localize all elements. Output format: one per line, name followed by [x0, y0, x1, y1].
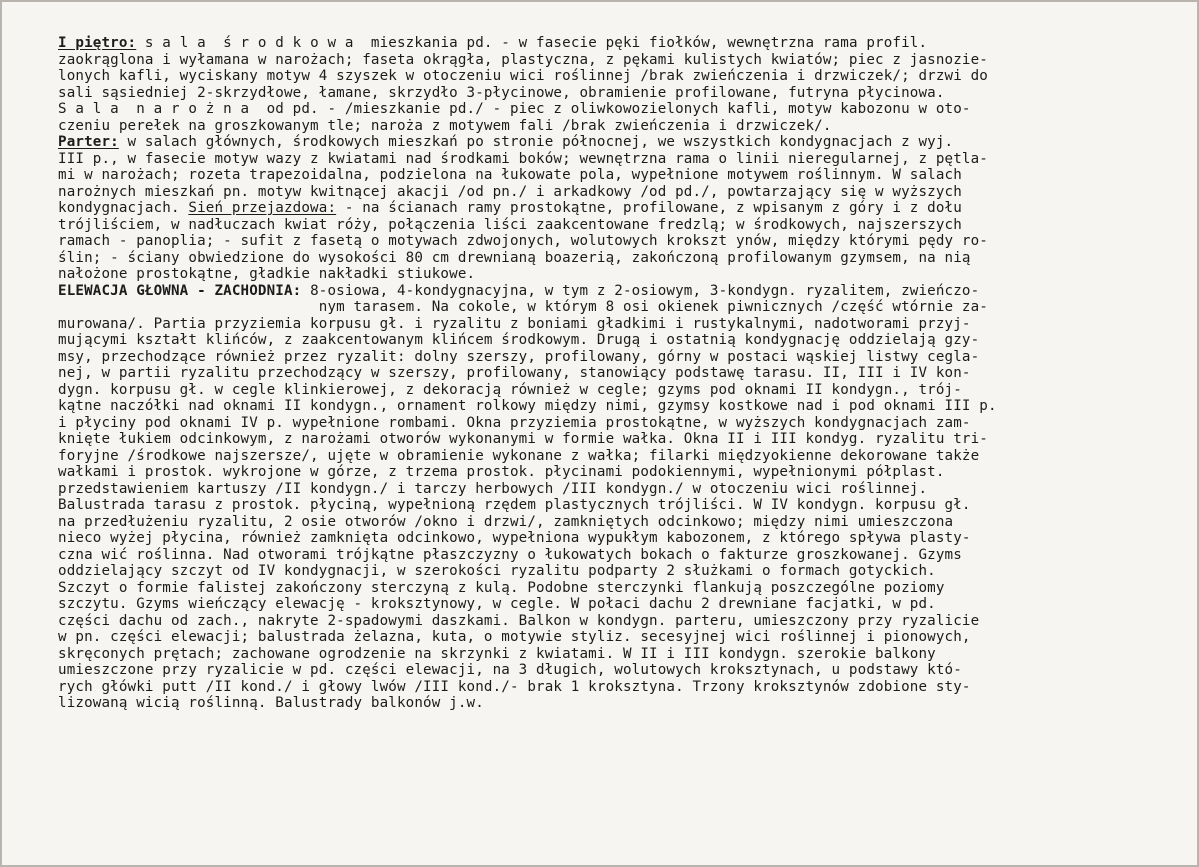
text-line — [58, 134, 1168, 151]
text-segment: przedstawieniem kartuszy /II kondygn./ i tarczy herbowych /III kondygn./ w otoczeniu wici roślinnej. — [58, 480, 928, 497]
text-line — [58, 233, 1168, 250]
text-line — [58, 695, 1168, 712]
text-line — [58, 464, 1168, 481]
text-segment: zaokrąglona i wyłamana w narożach; faseta okrągła, plastyczna, z pękami kulistych kwiatów; piec z jasnozie- — [58, 51, 989, 68]
text-line — [58, 349, 1168, 366]
text-segment: murowana/. Partia przyziemia korpusu gł. i ryzalitu z boniami gładkimi i rustykalnymi, nadotworami przyj- — [58, 315, 971, 332]
text-segment: wałkami i prostok. wykrojone w górze, z trzema prostok. płycinami podokiennymi, wypełnionymi półplast. — [58, 464, 945, 480]
text-segment: dygn. korpusu gł. w cegle klinkierowej, z dekoracją również w cegle; gzyms pod oknami II kondygn., trój- — [58, 381, 962, 398]
text-segment: trójliściem, w nadłuczach kwiat róży, połączenia liści zaakcentowane fredzlą; w środkowych, najszerszych — [58, 216, 962, 233]
text-segment: czna wić roślinna. Nad otworami trójkątne płaszczyzny o łukowatych bokach o fakturze groszkowanej. Gzyms — [58, 546, 962, 563]
text-segment: czeniu perełek na groszkowanym tle; naroża z motywem fali /brak zwieńczenia i drzwiczek/. — [58, 117, 832, 134]
text-line — [58, 646, 1168, 663]
text-line — [58, 68, 1168, 85]
text-line — [58, 299, 1168, 316]
text-segment: sali sąsiedniej 2-skrzydłowe, łamane, skrzydło 3-płycinowe, obramienie profilowane, futryna płycinowa. — [58, 84, 945, 101]
text-line — [58, 316, 1168, 333]
section-heading: Sień przejazdowa: — [188, 200, 337, 216]
text-line — [58, 217, 1168, 234]
text-line — [58, 580, 1168, 597]
text-segment: lizowaną wicią roślinną. Balustrady balkonów j.w. — [58, 695, 484, 711]
text-segment: części dachu od zach., nakryte 2-spadowymi daszkami. Balkon w kondygn. parteru, umieszczony przy ryzalicie — [58, 612, 980, 629]
text-line — [58, 52, 1168, 69]
text-line — [58, 497, 1168, 514]
text-segment: s a l a ś r o d k o w a mieszkania pd. - w fasecie pęki fiołków, wewnętrzna rama profil. — [136, 35, 928, 51]
text-line — [58, 662, 1168, 679]
text-segment: mi w narożach; rozeta trapezoidalna, podzielona na łukowate pola, wypełnione motywem roślinnym. W salach — [58, 167, 962, 183]
text-line — [58, 563, 1168, 580]
text-line — [58, 514, 1168, 531]
text-segment: msy, przechodzące również przez ryzalit: dolny szerszy, profilowany, górny w postaci wąskiej listwy cegla- — [58, 348, 980, 365]
text-segment: S a l a n a r o ż n a od pd. - /mieszkanie pd./ - piec z oliwkowozielonych kafli, motyw kabozonu w oto- — [58, 101, 971, 117]
text-line — [58, 184, 1168, 201]
text-line — [58, 167, 1168, 184]
text-segment: na przedłużeniu ryzalitu, 2 osie otworów /okno i drzwi/, zamkniętych odcinkowo; między nimi umieszczona — [58, 513, 954, 530]
typed-text-body — [58, 35, 1168, 712]
text-line — [58, 596, 1168, 613]
section-heading: Parter: — [58, 134, 119, 150]
text-segment: - na ścianach ramy prostokątne, profilowane, z wpisanym z góry i z dołu — [336, 200, 962, 216]
text-line — [58, 200, 1168, 217]
text-segment: ELEWACJA GŁOWNA - ZACHODNIA: — [58, 282, 302, 299]
text-segment: w pn. części elewacji; balustrada żelazna, kuta, o motywie styliz. secesyjnej wici roślinnej i pionowych, — [58, 629, 971, 645]
text-line — [58, 365, 1168, 382]
text-line — [58, 613, 1168, 630]
text-segment: knięte łukiem odcinkowym, z narożami otworów wykonanymi w formie wałka. Okna II i III kondyg. ryzalitu tri- — [58, 431, 989, 447]
text-line — [58, 35, 1168, 52]
text-segment: nałożone prostokątne, gładkie nakładki stiukowe. — [58, 266, 476, 282]
text-line — [58, 151, 1168, 168]
text-segment: Balustrada tarasu z prostok. płyciną, wypełnioną rzędem plastycznych trójliści. W IV kondygn. korpusu gł. — [58, 497, 971, 513]
text-line — [58, 398, 1168, 415]
text-segment: szczytu. Gzyms wieńczący elewację - kroksztynowy, w cegle. W połaci dachu 2 drewniane facjatki, w pd. — [58, 596, 936, 612]
text-segment: rych główki putt /II kond./ i głowy lwów /III kond./- brak 1 kroksztyna. Trzony kroksztynów zdobione sty- — [58, 678, 971, 695]
text-line — [58, 118, 1168, 135]
text-segment: i płyciny pod oknami IV p. wypełnione rombami. Okna przyziemia prostokątne, w wyższych kondygnacjach zam- — [58, 414, 971, 431]
text-segment: ślin; - ściany obwiedzione do wysokości 80 cm drewnianą boazerią, zakończoną profilowanym gzymsem, na nią — [58, 249, 971, 266]
text-line — [58, 547, 1168, 564]
text-line — [58, 85, 1168, 102]
text-line — [58, 382, 1168, 399]
text-segment: narożnych mieszkań pn. motyw kwitnącej akacji /od pn./ i arkadkowy /od pd./, powtarzający się w wyższych — [58, 183, 962, 200]
text-line — [58, 481, 1168, 498]
text-segment: lonych kafli, wyciskany motyw 4 szyszek w otoczeniu wici roślinnej /brak zwieńczenia i drzwiczek/; drzwi do — [58, 68, 989, 84]
text-segment: III p., w fasecie motyw wazy z kwiatami nad środkami boków; wewnętrzna rama o linii nieregularnej, z pętla- — [58, 150, 989, 167]
text-segment: umieszczone przy ryzalicie w pd. części elewacji, na 3 długich, wolutowych kroksztynach, u podstawy któ- — [58, 662, 962, 678]
text-segment: Szczyt o formie falistej zakończony sterczyną z kulą. Podobne sterczynki flankują poszczególne poziomy — [58, 579, 945, 596]
text-line — [58, 415, 1168, 432]
section-heading: I piętro: — [58, 35, 137, 51]
text-line — [58, 266, 1168, 283]
text-segment: w salach głównych, środkowych mieszkań po stronie północnej, we wszystkich kondygnacjach z wyj. — [118, 134, 954, 150]
text-segment: nieco wyżej płycina, również zamknięta odcinkowo, wypełniona wypukłym kabozonem, z którego spływa plasty- — [58, 530, 971, 546]
text-segment: nej, w partii ryzalitu przechodzący w szerszy, profilowany, stanowiący podstawę tarasu. II, III i IV kon- — [58, 365, 971, 381]
text-segment: nym tarasem. Na cokole, w którym 8 osi okienek piwnicznych /część wtórnie za- — [58, 299, 989, 315]
text-segment: kątne naczółki nad oknami II kondygn., ornament rolkowy między nimi, gzymsy kostkowe nad i pod oknami III p. — [58, 398, 997, 414]
text-line — [58, 448, 1168, 465]
text-line — [58, 283, 1168, 300]
text-line — [58, 679, 1168, 696]
text-line — [58, 250, 1168, 267]
text-line — [58, 629, 1168, 646]
text-line — [58, 101, 1168, 118]
text-line — [58, 431, 1168, 448]
text-segment: mującymi kształt klińców, z zaakcentowanym klińcem środkowym. Drugą i ostatnią kondygnację oddzielają gzy- — [58, 332, 980, 348]
text-line — [58, 332, 1168, 349]
text-line — [58, 530, 1168, 547]
text-segment: 8-osiowa, 4-kondygnacyjna, w tym z 2-osiowym, 3-kondygn. ryzalitem, zwieńczo- — [301, 282, 980, 299]
text-segment: kondygnacjach. — [58, 200, 189, 216]
text-segment: ramach - panoplia; - sufit z fasetą o motywach zdwojonych, wolutowych krokszt ynów, między którymi pędy ro- — [58, 233, 989, 249]
text-segment: oddzielający szczyt od IV kondygnacji, w szerokości ryzalitu podparty 2 służkami o formach gotyckich. — [58, 563, 936, 579]
text-segment: skręconych prętach; zachowane ogrodzenie na skrzynki z kwiatami. W II i III kondygn. szerokie balkony — [58, 645, 936, 662]
text-segment: foryjne /środkowe najszersze/, ujęte w obramienie wykonane z wałka; filarki międzyokienne dekorowane także — [58, 447, 980, 464]
